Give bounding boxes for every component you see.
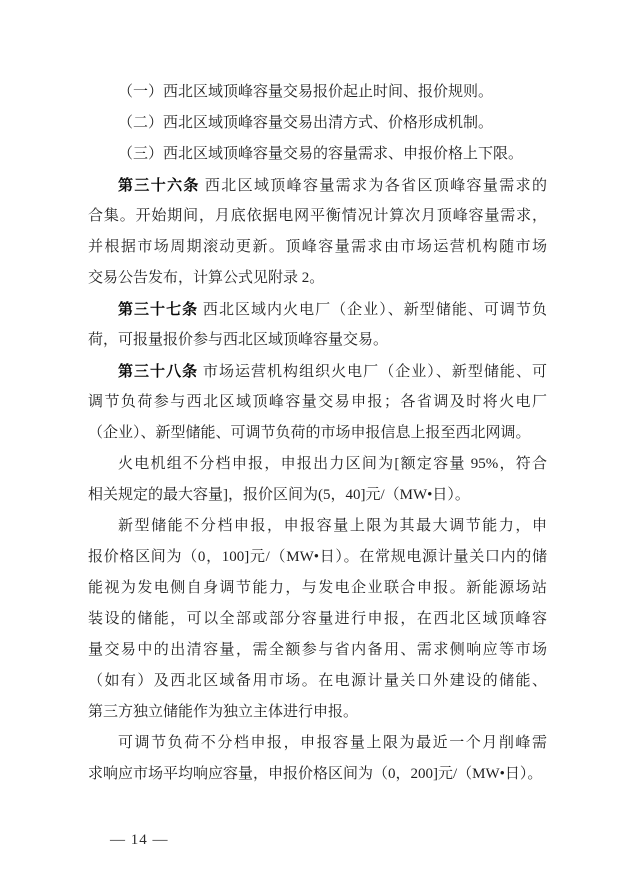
line-text: 西北区域顶峰容量需求为各省区顶峰容量需求的	[199, 178, 547, 194]
text-line: 求响应市场平均响应容量，申报价格区间为（0，200]元/（MW•日）。	[88, 766, 543, 782]
article-number-37: 第三十七条	[118, 301, 199, 318]
text-line	[88, 294, 547, 325]
text-line: （二）西北区域顶峰容量交易出清方式、价格形成机制。	[118, 115, 494, 131]
text-line: 荷，可报量报价参与西北区域顶峰容量交易。	[88, 332, 389, 348]
text-line: 火电机组不分档申报，申报出力区间为[额定容量 95%，符合	[118, 456, 547, 472]
text-line: 可调节负荷不分档申报，申报容量上限为最近一个月削峰需	[118, 735, 547, 751]
text-line: （企业）、新型储能、可调节负荷的市场申报信息上报至西北网调。	[88, 425, 531, 441]
page-number: — 14 —	[110, 832, 169, 848]
text-line: （如有）及西北区域备用市场。在电源计量关口外建设的储能、	[88, 673, 547, 689]
text-line: 合集。开始期间，月底依据电网平衡情况计算次月顶峰容量需求，	[88, 208, 547, 224]
text-line: 量交易中的出清容量，需全额参与省内备用、需求侧响应等市场	[88, 642, 547, 658]
text-line: 新型储能不分档申报，申报容量上限为其最大调节能力，申	[118, 518, 547, 534]
text-line: （三）西北区域顶峰容量交易的容量需求、申报价格上下限。	[118, 146, 524, 162]
text-line: 并根据市场周期滚动更新。顶峰容量需求由市场运营机构随市场	[88, 239, 547, 255]
text-line	[88, 356, 547, 387]
text-line: 报价格区间为（0，100]元/（MW•日）。在常规电源计量关口内的储	[88, 549, 547, 565]
text-line: 调节负荷参与西北区域顶峰容量交易申报；各省调及时将火电厂	[88, 394, 547, 410]
article-number-36: 第三十六条	[118, 177, 200, 194]
text-line	[88, 170, 547, 201]
text-line: 交易公告发布，计算公式见附录 2。	[88, 270, 325, 286]
text-line: 相关规定的最大容量]，报价区间为(5，40]元/（MW•日）。	[88, 487, 470, 503]
line-text: 西北区域内火电厂（企业）、新型储能、可调节负	[198, 302, 547, 318]
text-line: 第三方独立储能作为独立主体进行申报。	[88, 704, 359, 720]
line-text: 市场运营机构组织火电厂（企业）、新型储能、可	[198, 364, 547, 380]
article-number-38: 第三十八条	[118, 363, 199, 380]
document-body	[88, 77, 547, 790]
text-line: 能视为发电侧自身调节能力，与发电企业联合申报。新能源场站	[88, 580, 547, 596]
text-line: （一）西北区域顶峰容量交易报价起止时间、报价规则。	[118, 84, 494, 100]
text-line: 装设的储能，可以全部或部分容量进行申报，在西北区域顶峰容	[88, 611, 547, 627]
